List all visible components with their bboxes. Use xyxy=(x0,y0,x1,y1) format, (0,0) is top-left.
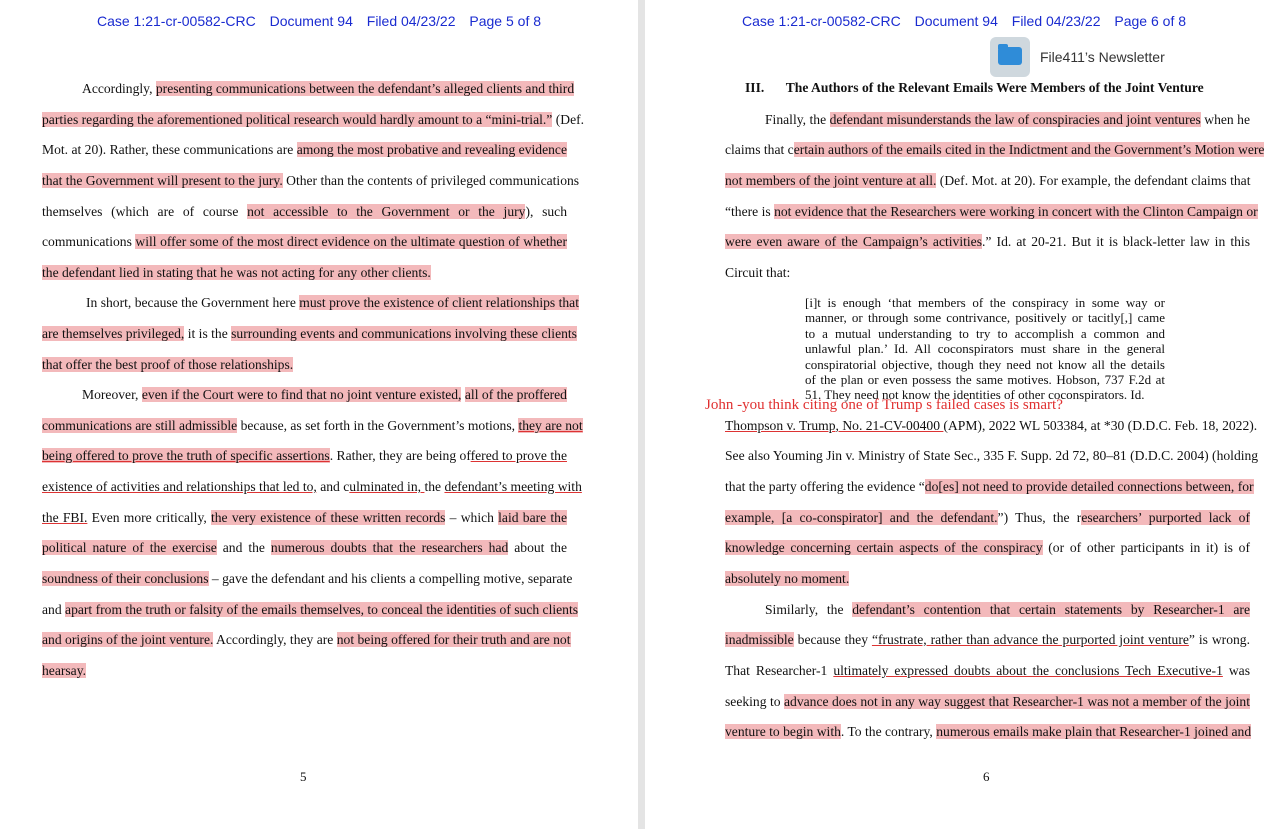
text-segment: Mot. at 20). Rather, these communications are xyxy=(42,142,297,157)
page-of: Page 6 of 8 xyxy=(1114,13,1187,29)
text-segment: Even more critically, xyxy=(87,510,211,525)
section-number: III. xyxy=(745,80,765,95)
text-segment: . To the contrary, xyxy=(840,724,937,739)
filed-date: Filed 04/23/22 xyxy=(1011,13,1101,29)
text-segment: Accordingly, xyxy=(82,81,156,96)
highlighted-text: advance does not in any way suggest that Researcher-1 was not a member of the joint xyxy=(784,694,1250,709)
text-line xyxy=(725,539,1250,557)
text-segment: Accordingly, they are xyxy=(213,632,337,647)
text-segment: and the xyxy=(216,540,271,555)
text-line xyxy=(42,203,567,221)
text-line xyxy=(42,264,431,282)
text-segment: existence of activities and relationships that led to, xyxy=(42,479,317,494)
left-page xyxy=(0,0,638,829)
text-segment: was xyxy=(1222,663,1251,678)
highlighted-text: are themselves privileged, xyxy=(42,326,185,341)
text-line xyxy=(82,386,567,404)
case-number: Case 1:21-cr-00582-CRC xyxy=(741,13,901,29)
document-number: Document 94 xyxy=(269,13,353,29)
text-segment: Similarly, the xyxy=(765,602,853,617)
highlighted-text: apart from the truth or falsity of the emails themselves, to conceal the identities of such clients xyxy=(65,602,579,617)
text-segment: ” is wrong. xyxy=(1188,632,1250,647)
text-segment: In short, because the Government here xyxy=(86,295,300,310)
text-line xyxy=(42,141,567,159)
highlighted-text: not being offered for their truth and are not xyxy=(336,632,571,647)
text-segment: , No. 21-CV-00400 xyxy=(835,418,944,433)
text-segment: claims that c xyxy=(725,142,794,157)
text-line xyxy=(42,417,583,435)
text-segment: defendant’s meeting with xyxy=(444,479,582,494)
text-segment: (Def. Mot. at 20). For example, the defendant claims that xyxy=(936,173,1251,188)
text-segment: . Rather, they are being of xyxy=(329,448,471,463)
text-line xyxy=(725,141,1265,159)
text-segment: about the xyxy=(508,540,568,555)
text-segment: the FBI. xyxy=(42,510,88,525)
newsletter-watermark xyxy=(990,36,1165,78)
highlighted-text: inadmissible xyxy=(725,632,794,647)
text-line xyxy=(42,478,582,496)
highlighted-text: absolutely no moment. xyxy=(725,571,850,586)
text-segment: Circuit that: xyxy=(725,265,791,280)
text-line xyxy=(725,417,1258,435)
text-line xyxy=(725,631,1250,649)
highlighted-text: all of the proffered xyxy=(464,387,567,402)
text-segment: – gave the defendant and his clients a compelling motive, separate xyxy=(208,571,573,586)
right-page xyxy=(645,0,1280,829)
text-line xyxy=(725,723,1250,741)
highlighted-text: that offer the best proof of those relationships. xyxy=(42,357,294,372)
text-segment: (Def. xyxy=(552,112,585,127)
text-line xyxy=(82,80,575,98)
text-segment: ultimately expressed doubts about the conclusions Tech Executive-1 xyxy=(833,663,1223,678)
page-of: Page 5 of 8 xyxy=(469,13,542,29)
highlighted-text: not members of the joint venture at all. xyxy=(725,173,937,188)
highlighted-text: and origins of the joint venture. xyxy=(42,632,214,647)
text-line xyxy=(765,111,1250,129)
text-segment: (APM), 2022 WL 503384, at *30 (D.D.C. Feb. 18, 2022). xyxy=(943,418,1258,433)
text-segment: “frustrate, rather than advance the purported joint venture xyxy=(871,632,1189,647)
text-line xyxy=(42,233,567,251)
text-segment: Finally, the xyxy=(765,112,830,127)
text-segment: Moreover, xyxy=(82,387,142,402)
highlighted-text: laid bare the xyxy=(498,510,567,525)
text-line xyxy=(42,509,567,527)
text-segment: communications xyxy=(42,234,136,249)
text-segment: and xyxy=(42,602,66,617)
text-line xyxy=(725,172,1250,190)
section-heading xyxy=(745,80,1204,96)
text-line xyxy=(725,203,1258,221)
text-segment: because, as set forth in the Government’s motions, xyxy=(237,418,519,433)
text-line xyxy=(42,111,585,129)
highlighted-text: not evidence that the Researchers were working in concert with the Clinton Campaign or xyxy=(774,204,1258,219)
text-line xyxy=(725,662,1250,680)
highlighted-text: soundness of their conclusions xyxy=(42,571,209,586)
highlighted-text: defendant misunderstands the law of conspiracies and joint ventures xyxy=(829,112,1201,127)
quote-line: manner, or through some contrivance, positively or tacitly[,] came xyxy=(805,310,1165,326)
highlighted-text: must prove the existence of client relationships that xyxy=(299,295,579,310)
highlighted-text: knowledge concerning certain aspects of the conspiracy xyxy=(725,540,1043,555)
text-segment: “there is xyxy=(725,204,775,219)
highlighted-text: even if the Court were to find that no joint venture existed, xyxy=(141,387,462,402)
quote-line: conspiratorial objective, though they need not know all the details xyxy=(805,356,1165,372)
text-line xyxy=(42,172,580,190)
text-segment: Other than the contents of privileged communications xyxy=(282,173,580,188)
text-segment: that the party offering the evidence “ xyxy=(725,479,925,494)
highlighted-text: numerous emails make plain that Researcher-1 joined and xyxy=(936,724,1252,739)
text-segment: because they xyxy=(793,632,872,647)
text-segment: it is the xyxy=(184,326,232,341)
highlighted-text: they are not xyxy=(518,418,583,433)
highlighted-text: numerous doubts that the researchers had xyxy=(270,540,509,555)
text-line xyxy=(42,601,579,619)
highlighted-text: esearchers’ purported lack of xyxy=(1081,510,1251,525)
highlighted-text: surrounding events and communications involving these clients xyxy=(231,326,577,341)
quote-line: unlawful plan.’ Id. All coconspirators must share in the general xyxy=(805,341,1165,357)
quote-line: [i]t is enough ‘that members of the conspiracy in some way or xyxy=(805,295,1165,310)
highlighted-text: will offer some of the most direct evidence on the ultimate question of whether xyxy=(135,234,567,249)
section-title: The Authors of the Relevant Emails Were Members of the Joint Venture xyxy=(785,80,1204,95)
text-segment: ulminated in, xyxy=(349,479,425,494)
text-line xyxy=(86,294,579,312)
folder-icon xyxy=(990,37,1030,77)
text-line xyxy=(725,264,790,282)
text-line xyxy=(725,509,1250,527)
highlighted-text: were even aware of the Campaign’s activities xyxy=(725,234,983,249)
text-line xyxy=(42,631,571,649)
highlighted-text: do[es] not need to provide detailed connections between, for xyxy=(924,479,1254,494)
quote-line: of the plan or even possess the same motives. Hobson, 737 F.2d at xyxy=(805,372,1165,388)
highlighted-text: presenting communications between the defendant’s alleged clients and third xyxy=(155,81,575,96)
text-segment: seeking to xyxy=(725,694,785,709)
text-line xyxy=(42,662,86,680)
handwritten-annotation: John -you think citing one of Trump s failed cases is smart? xyxy=(705,397,1063,413)
text-line xyxy=(42,539,567,557)
text-segment: See also Youming Jin v. Ministry of State Sec., xyxy=(725,448,981,463)
page-header xyxy=(0,13,638,29)
text-segment: the xyxy=(424,479,445,494)
filed-date: Filed 04/23/22 xyxy=(366,13,456,29)
highlighted-text: that the Government will present to the jury. xyxy=(42,173,283,188)
text-line xyxy=(42,447,567,465)
text-line xyxy=(725,233,1250,251)
quote-line: 51. They need not know the identities of other coconspirators. Id. xyxy=(805,387,1145,403)
highlighted-text: the very existence of these written records xyxy=(210,510,446,525)
text-line xyxy=(725,570,849,588)
highlighted-text: hearsay. xyxy=(42,663,87,678)
text-segment: 335 F. Supp. 2d 72, 80–81 (D.D.C. 2004) (holding xyxy=(980,448,1259,463)
text-segment: ”) Thus, the r xyxy=(997,510,1082,525)
text-segment: and c xyxy=(316,479,350,494)
page-number: 5 xyxy=(300,769,307,784)
page-number: 6 xyxy=(983,769,990,784)
highlighted-text: ertain authors of the emails cited in the Indictment and the Government’s Motion were xyxy=(793,142,1265,157)
document-number: Document 94 xyxy=(914,13,998,29)
highlighted-text: venture to begin with xyxy=(725,724,841,739)
highlighted-text: communications are still admissible xyxy=(42,418,238,433)
text-segment: (or of other participants in it) is of xyxy=(1042,540,1250,555)
text-segment: fered to prove the xyxy=(470,448,567,463)
highlighted-text: not accessible to the Government or the jury xyxy=(247,204,526,219)
text-segment: That Researcher-1 xyxy=(725,663,834,678)
page-header xyxy=(645,13,1280,29)
text-segment: themselves (which are of course xyxy=(42,204,248,219)
highlighted-text: among the most probative and revealing evidence xyxy=(296,142,567,157)
text-line xyxy=(725,478,1254,496)
highlighted-text: the defendant lied in stating that he was not acting for any other clients. xyxy=(42,265,431,280)
text-segment: when he xyxy=(1200,112,1251,127)
text-line xyxy=(42,356,293,374)
case-number: Case 1:21-cr-00582-CRC xyxy=(96,13,256,29)
text-segment: .” Id. at 20-21. But it is black-letter law in this xyxy=(982,234,1250,249)
text-line xyxy=(42,325,577,343)
highlighted-text: example, [a co-conspirator] and the defendant. xyxy=(725,510,998,525)
text-line xyxy=(765,601,1250,619)
highlighted-text: defendant’s contention that certain statements by Researcher-1 are xyxy=(852,602,1250,617)
text-segment: ), such xyxy=(525,204,568,219)
text-line xyxy=(725,447,1259,465)
highlighted-text: political nature of the exercise xyxy=(42,540,217,555)
quote-line: to a mutual understanding to try to accomplish a common and xyxy=(805,325,1165,341)
text-segment: – which xyxy=(445,510,499,525)
text-line xyxy=(725,693,1250,711)
highlighted-text: parties regarding the aforementioned political research would hardly amount to a “mini-trial.” xyxy=(42,112,553,127)
block-quote xyxy=(805,295,1165,403)
text-line xyxy=(42,570,573,588)
newsletter-name: File411’s Newsletter xyxy=(1040,49,1165,65)
highlighted-text: being offered to prove the truth of specific assertions xyxy=(42,448,330,463)
text-segment: Thompson v. Trump xyxy=(725,418,836,433)
